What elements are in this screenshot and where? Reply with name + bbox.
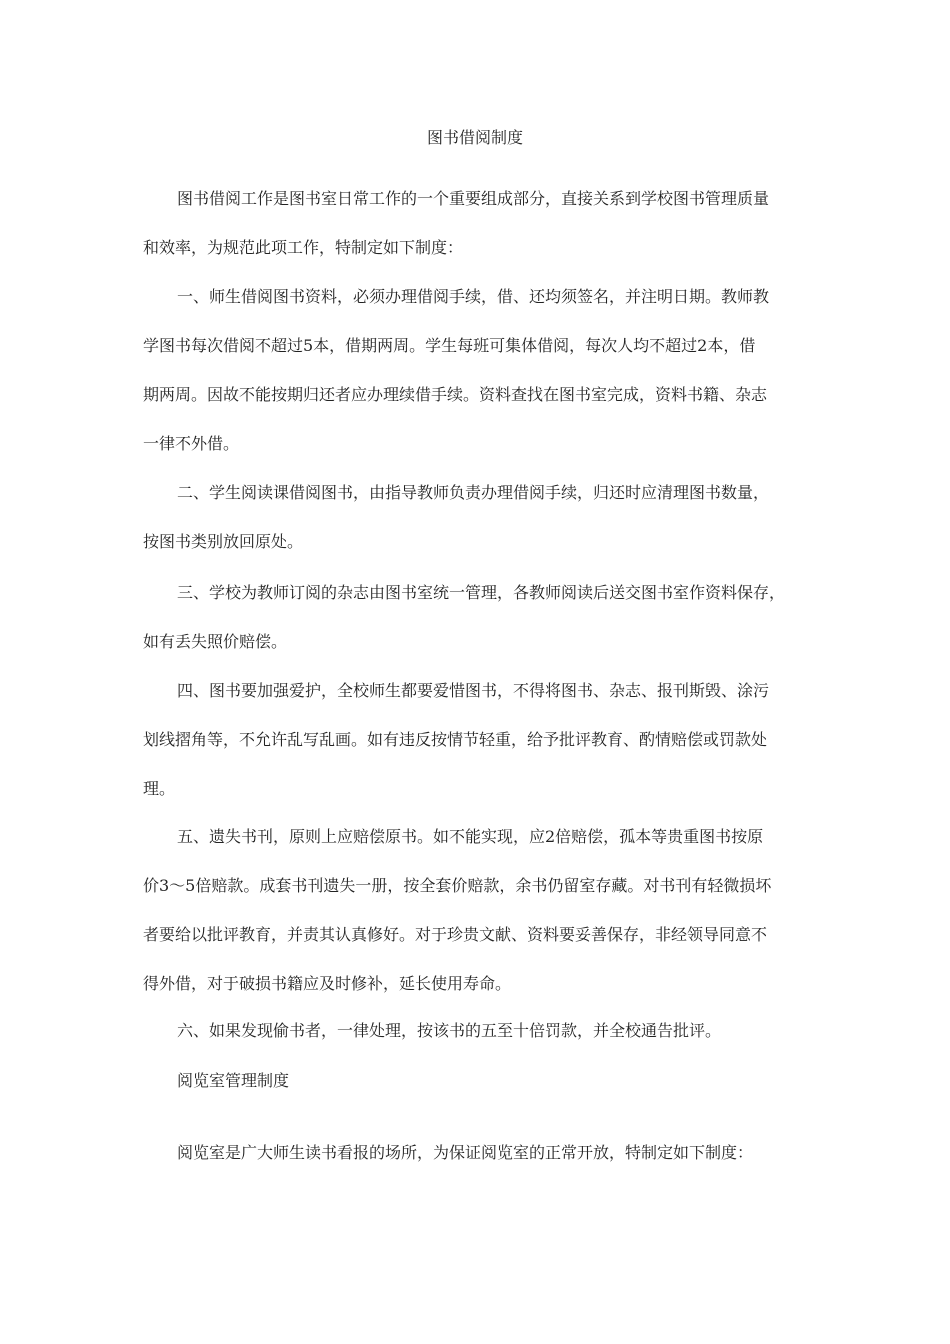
document-title: 图书借阅制度 bbox=[426, 128, 523, 147]
paragraph-rule-1 bbox=[143, 272, 805, 468]
paragraph-line: 五、遗失书刊，原则上应赔偿原书。如不能实现，应2倍赔偿，孤本等贵重图书按原 bbox=[177, 827, 764, 846]
paragraph-line: 三、学校为教师订阅的杂志由图书室统一管理，各教师阅读后送交图书室作资料保存， bbox=[177, 583, 786, 602]
paragraph-line: 理。 bbox=[143, 779, 176, 798]
paragraph-line: 学图书每次借阅不超过5本，借期两周。学生每班可集体借阅，每次人均不超过2本，借 bbox=[143, 336, 756, 355]
paragraph-line: 者要给以批评教育，并责其认真修好。对于珍贵文献、资料要妥善保存，非经领导同意不 bbox=[143, 925, 768, 944]
paragraph-rule-6 bbox=[143, 1006, 805, 1055]
paragraph-line: 四、图书要加强爱护，全校师生都要爱惜图书，不得将图书、杂志、报刊斯毁、涂污 bbox=[177, 681, 770, 700]
paragraph-line: 六、如果发现偷书者，一律处理，按该书的五至十倍罚款，并全校通告批评。 bbox=[177, 1021, 722, 1040]
paragraph-line: 阅览室管理制度 bbox=[177, 1071, 290, 1090]
paragraph-rule-2 bbox=[143, 468, 805, 566]
paragraph-line: 图书借阅工作是图书室日常工作的一个重要组成部分，直接关系到学校图书管理质量 bbox=[177, 189, 770, 208]
paragraph-line: 如有丢失照价赔偿。 bbox=[143, 632, 288, 651]
paragraph-line: 得外借，对于破损书籍应及时修补，延长使用寿命。 bbox=[143, 974, 512, 993]
paragraph-reading-room-intro bbox=[143, 1128, 805, 1177]
section-heading-reading-room bbox=[143, 1056, 805, 1105]
paragraph-line: 和效率，为规范此项工作，特制定如下制度： bbox=[143, 238, 464, 257]
paragraph-line: 阅览室是广大师生读书看报的场所，为保证阅览室的正常开放，特制定如下制度： bbox=[177, 1143, 754, 1162]
paragraph-line: 期两周。因故不能按期归还者应办理续借手续。资料查找在图书室完成，资料书籍、杂志 bbox=[143, 385, 768, 404]
paragraph-rule-3 bbox=[143, 568, 805, 666]
paragraph-line: 划线摺角等，不允许乱写乱画。如有违反按情节轻重，给予批评教育、酌情赔偿或罚款处 bbox=[143, 730, 768, 749]
paragraph-line: 价3～5倍赔款。成套书刊遗失一册，按全套价赔款，余书仍留室存藏。对书刊有轻微损坏 bbox=[143, 876, 772, 895]
paragraph-intro bbox=[143, 174, 805, 272]
paragraph-line: 一律不外借。 bbox=[143, 434, 240, 453]
paragraph-line: 二、学生阅读课借阅图书，由指导教师负责办理借阅手续，归还时应清理图书数量， bbox=[177, 483, 770, 502]
paragraph-rule-4 bbox=[143, 666, 805, 813]
paragraph-line: 按图书类别放回原处。 bbox=[143, 532, 304, 551]
paragraph-rule-5 bbox=[143, 812, 805, 1008]
paragraph-line: 一、师生借阅图书资料，必须办理借阅手续，借、还均须签名，并注明日期。教师教 bbox=[177, 287, 770, 306]
